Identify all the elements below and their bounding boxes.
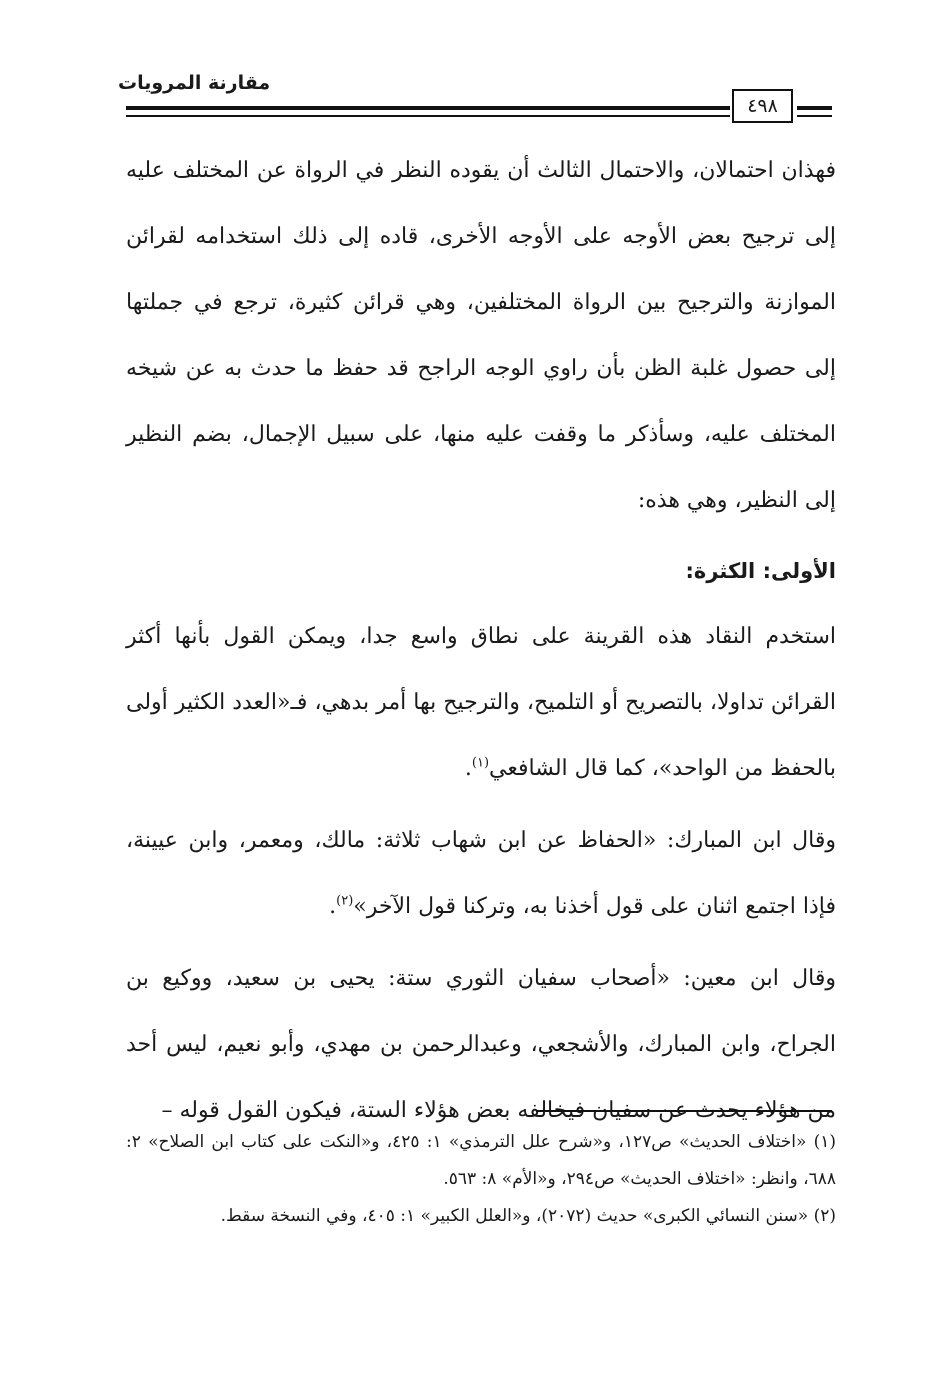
header-rule-right (797, 106, 832, 117)
paragraph-2-end: . (464, 756, 472, 781)
paragraph-3 (126, 808, 836, 940)
footnotes (126, 1124, 836, 1235)
paragraph-2-text: استخدم النقاد هذه القرينة على نطاق واسع جدا، ويمكن القول بأنها أكثر القرائن تداولا، بالتصريح أو التلميح، والترجيح بها أمر بدهي، فـ«العدد الكثير أولى بالحفظ من الواحد»، كما قال الشافعي (126, 624, 836, 781)
running-title: مقارنة المرويات (118, 72, 271, 94)
page-number: ٤٩٨ (732, 89, 793, 123)
paragraph-2 (126, 604, 836, 802)
footnote-ref-1[interactable]: (١) (471, 755, 490, 771)
paragraph-3-end: . (329, 894, 337, 919)
section-heading: الأولى: الكثرة: (685, 559, 836, 583)
footnote-1: (١) «اختلاف الحديث» ص١٢٧، و«شرح علل الترمذي» ١: ٤٢٥، و«النكت على كتاب ابن الصلاح» ٢: ٦٨٨، وانظر: «اختلاف الحديث» ص٢٩٤، و«الأم» ٨: ٥٦٣. (126, 1132, 836, 1189)
footnote-ref-2[interactable]: (٢) (336, 893, 354, 909)
body-text (126, 138, 836, 1144)
paragraph-3-text: وقال ابن المبارك: «الحفاظ عن ابن شهاب ثلاثة: مالك، ومعمر، وابن عيينة، فإذا اجتمع اثنان على قول أخذنا به، وتركنا قول الآخر» (126, 828, 836, 919)
paragraph-1: فهذان احتمالان، والاحتمال الثالث أن يقوده النظر في الرواة عن المختلف عليه إلى ترجيح بعض الأوجه على الأوجه الأخرى، قاده إلى ذلك استخدامه لقرائن الموازنة والترجيح بين الرواة المختلفين، وهي قرائن كثيرة، ترجع في جملتها إلى حصول غلبة الظن بأن راوي الوجه الراجح قد حفظ ما حدث به عن شيخه المختلف عليه، وسأذكر ما وقفت عليه منها، على سبيل الإجمال، بضم النظير إلى النظير، وهي هذه: (126, 158, 836, 513)
footnote-2: (٢) «سنن النسائي الكبرى» حديث (٢٠٧٢)، و«العلل الكبير» ١: ٤٠٥، وفي النسخة سقط. (220, 1206, 836, 1226)
header-rule-left (126, 106, 730, 117)
paragraph-4: وقال ابن معين: «أصحاب سفيان الثوري ستة: يحيى بن سعيد، ووكيع بن الجراح، وابن المبارك، والأشجعي، وعبدالرحمن بن مهدي، وأبو نعيم، ليس أحد من هؤلاء يحدث عن سفيان فيخالفه بعض هؤلاء الستة، فيكون القول قوله – (126, 966, 836, 1123)
footnote-separator (536, 1110, 832, 1112)
